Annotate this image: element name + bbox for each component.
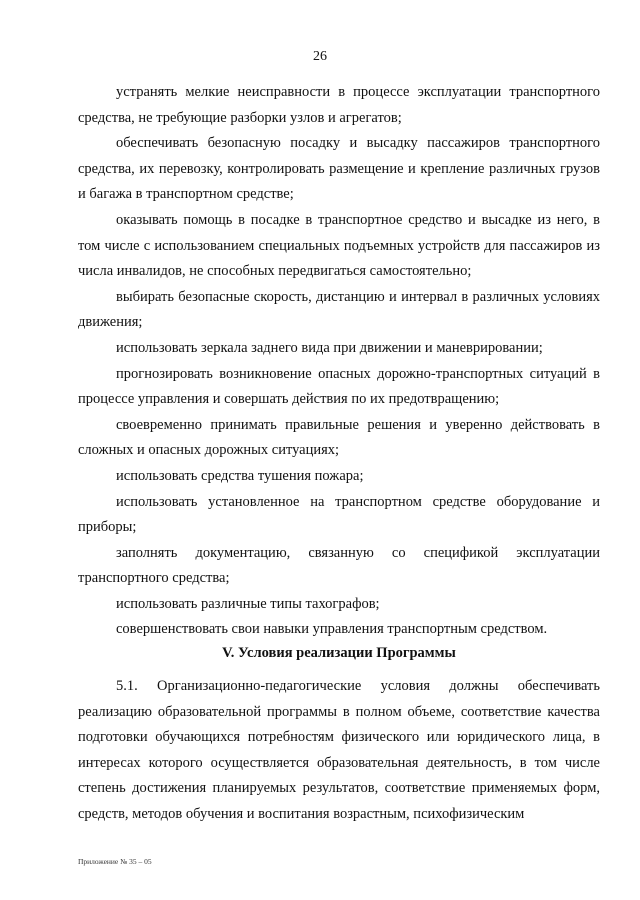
skill-paragraph: использовать различные типы тахографов; (116, 595, 380, 612)
skill-paragraph: совершенствовать свои навыки управления транспортным средством. (116, 621, 548, 638)
skill-paragraph: использовать средства тушения пожара; (116, 467, 364, 484)
skill-paragraph: обеспечивать безопасную посадку и высадку пассажиров транспортного средства, их перевозку, контролировать размещение и крепление различных грузов и багажа в транспортном средстве; (78, 135, 600, 203)
section-heading: V. Условия реализации Программы (222, 645, 456, 661)
section-body (78, 674, 600, 828)
skill-paragraph: оказывать помощь в посадке в транспортное средство и высадке из него, в том числе с использованием специальных подъемных устройств для пассажиров из числа инвалидов, не способных передвигаться самостоятельно; (78, 211, 600, 280)
skills-list (78, 80, 600, 643)
section-paragraph: 5.1. Организационно-педагогические условия должны обеспечивать реализацию образовательной программы в полном объеме, соответствие качества подготовки обучающихся потребностям физического или юридического лица, в интересах которого осуществляется образовательная деятельность, в том числе степень достижения планируемых результатов, соответствие применяемых форм, средств, методов обучения и воспитания возрастным, психофизическим (78, 678, 600, 822)
skill-paragraph: своевременно принимать правильные решения и уверенно действовать в сложных и опасных дорожных ситуациях; (78, 416, 600, 459)
footer-note: Приложение № 35 – 05 (78, 857, 152, 866)
skill-paragraph: использовать зеркала заднего вида при движении и маневрировании; (116, 339, 543, 356)
skill-paragraph: использовать установленное на транспортном средстве оборудование и приборы; (78, 493, 600, 536)
skill-paragraph: выбирать безопасные скорость, дистанцию и интервал в различных условиях движения; (78, 288, 600, 331)
skill-paragraph: прогнозировать возникновение опасных дорожно-транспортных ситуаций в процессе управления и совершать действия по их предотвращению; (78, 365, 600, 408)
skill-paragraph: заполнять документацию, связанную со спецификой эксплуатации транспортного средства; (78, 544, 600, 587)
page-number: 26 (313, 49, 327, 64)
skill-paragraph: устранять мелкие неисправности в процессе эксплуатации транспортного средства, не требующие разборки узлов и агрегатов; (78, 84, 600, 126)
